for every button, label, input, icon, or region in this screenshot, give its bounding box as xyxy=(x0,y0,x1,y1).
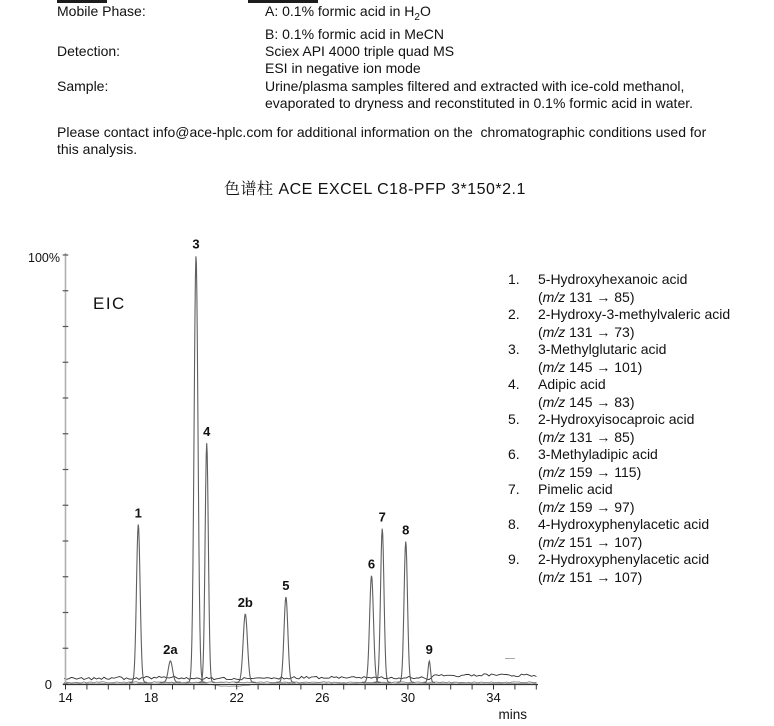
legend-item-number: 2. xyxy=(508,306,520,322)
legend-item-number: 6. xyxy=(508,446,520,462)
compound-name: Pimelic acid xyxy=(538,481,613,497)
mz-transition: (m/z 131 → 85) xyxy=(538,288,635,305)
peak-curve-2b xyxy=(235,614,256,682)
legend-item xyxy=(508,551,730,586)
peak-curve-5 xyxy=(276,597,295,682)
peak-label-3: 3 xyxy=(192,236,200,252)
column-title: 色谱柱 ACE EXCEL C18-PFP 3*150*2.1 xyxy=(224,181,526,198)
x-tick-label: 30 xyxy=(400,690,416,705)
peak-label-8: 8 xyxy=(402,522,410,538)
contact-line-1: Please contact info@ace-hplc.com for additional information on the chromatographic conditions used for xyxy=(57,124,707,140)
x-tick-label: 22 xyxy=(229,690,244,705)
contact-line-2: this analysis. xyxy=(57,141,138,158)
peak-label-2a: 2a xyxy=(163,641,178,657)
legend-item-body xyxy=(538,341,666,376)
chart-axes xyxy=(58,253,538,705)
compound-name: 2-Hydroxy-3-methylvaleric acid xyxy=(538,306,731,322)
mobile-phase-b: B: 0.1% formic acid in MeCN xyxy=(265,26,444,42)
legend-item xyxy=(508,376,730,411)
legend-item-body xyxy=(538,306,730,341)
peak-label-1: 1 xyxy=(134,505,142,521)
eic-annotation: EIC xyxy=(93,294,126,313)
x-tick-label: 26 xyxy=(315,690,330,705)
mz-transition: (m/z 159 → 97) xyxy=(538,498,635,515)
peak-curve-2a xyxy=(160,661,181,682)
mz-transition: (m/z 145 → 101) xyxy=(538,358,643,375)
legend-item xyxy=(508,341,730,376)
sample-value-1: Urine/plasma samples filtered and extracted with ice-cold methanol, xyxy=(265,77,685,94)
peak-curve-3 xyxy=(186,256,205,682)
mz-transition: (m/z 131 → 85) xyxy=(538,428,635,445)
x-axis-unit-label: mins xyxy=(498,707,527,722)
peak-label-7: 7 xyxy=(378,509,386,525)
mobile-phase-a: A: 0.1% formic acid in $H_2O$ xyxy=(265,3,431,23)
eic-peaks xyxy=(129,256,435,682)
y-axis-max-label: 100% xyxy=(28,251,60,265)
compound-name: 3-Methyladipic acid xyxy=(538,446,658,462)
x-tick-label: 18 xyxy=(143,690,159,705)
legend-item xyxy=(508,306,730,341)
mobile-phase-label: Mobile Phase: xyxy=(57,3,146,19)
compound-legend xyxy=(508,271,730,586)
sample-value-2: evaporated to dryness and reconstituted in 0.1% formic acid in water. xyxy=(265,94,694,111)
peak-label-9: 9 xyxy=(425,641,433,657)
x-tick-label: 14 xyxy=(58,690,73,705)
detection-label: Detection: xyxy=(57,43,121,60)
detection-value-1: Sciex API 4000 triple quad MS xyxy=(265,43,455,60)
legend-item-body xyxy=(538,411,694,446)
legend-item xyxy=(508,411,730,446)
peak-curve-4 xyxy=(199,443,215,682)
legend-item xyxy=(508,446,730,481)
compound-name: Adipic acid xyxy=(538,376,606,392)
compound-name: 4-Hydroxyphenylacetic acid xyxy=(538,516,710,532)
compound-name: 5-Hydroxyhexanoic acid xyxy=(538,271,688,287)
legend-item-number: 4. xyxy=(508,376,520,392)
legend-item-number: 5. xyxy=(508,411,520,427)
eic-trace xyxy=(64,674,537,680)
peak-curve-7 xyxy=(374,529,391,683)
peak-curve-8 xyxy=(397,542,414,683)
mz-transition: (m/z 159 → 115) xyxy=(538,463,642,480)
compound-name: 3-Methylglutaric acid xyxy=(538,341,667,357)
legend-item-number: 7. xyxy=(508,481,520,497)
legend-item-body xyxy=(538,271,687,306)
sample-label: Sample: xyxy=(57,77,109,94)
eic-trace xyxy=(64,682,537,683)
peak-curve-1 xyxy=(129,525,147,683)
peak-label-5: 5 xyxy=(282,577,290,593)
legend-item-number: 8. xyxy=(508,516,520,532)
detection-value-2: ESI in negative ion mode xyxy=(265,60,421,77)
legend-item-body xyxy=(538,481,635,516)
peak-label-4: 4 xyxy=(203,424,211,440)
compound-name: 2-Hydroxyisocaproic acid xyxy=(538,411,695,427)
legend-item xyxy=(508,271,730,306)
legend-item-body xyxy=(538,516,709,551)
legend-item-number: 1. xyxy=(508,271,520,287)
legend-item-body xyxy=(538,376,635,411)
legend-item-body xyxy=(538,446,658,481)
mz-transition: (m/z 151 → 107) xyxy=(538,568,643,585)
legend-item xyxy=(508,516,730,551)
peak-labels xyxy=(135,236,433,657)
mz-transition: (m/z 145 → 83) xyxy=(538,393,635,410)
legend-item-number: 9. xyxy=(508,551,520,567)
x-tick-label: 34 xyxy=(486,690,501,705)
mz-transition: (m/z 151 → 107) xyxy=(538,533,643,550)
peak-label-6: 6 xyxy=(367,556,376,572)
legend-item xyxy=(508,481,730,516)
legend-item-number: 3. xyxy=(508,341,520,357)
compound-name: 2-Hydroxyphenylacetic acid xyxy=(538,551,710,567)
y-axis-min-label: 0 xyxy=(44,677,52,692)
mz-transition: (m/z 131 → 73) xyxy=(538,323,635,340)
peak-label-2b: 2b xyxy=(237,595,253,610)
legend-item-body xyxy=(538,551,709,586)
